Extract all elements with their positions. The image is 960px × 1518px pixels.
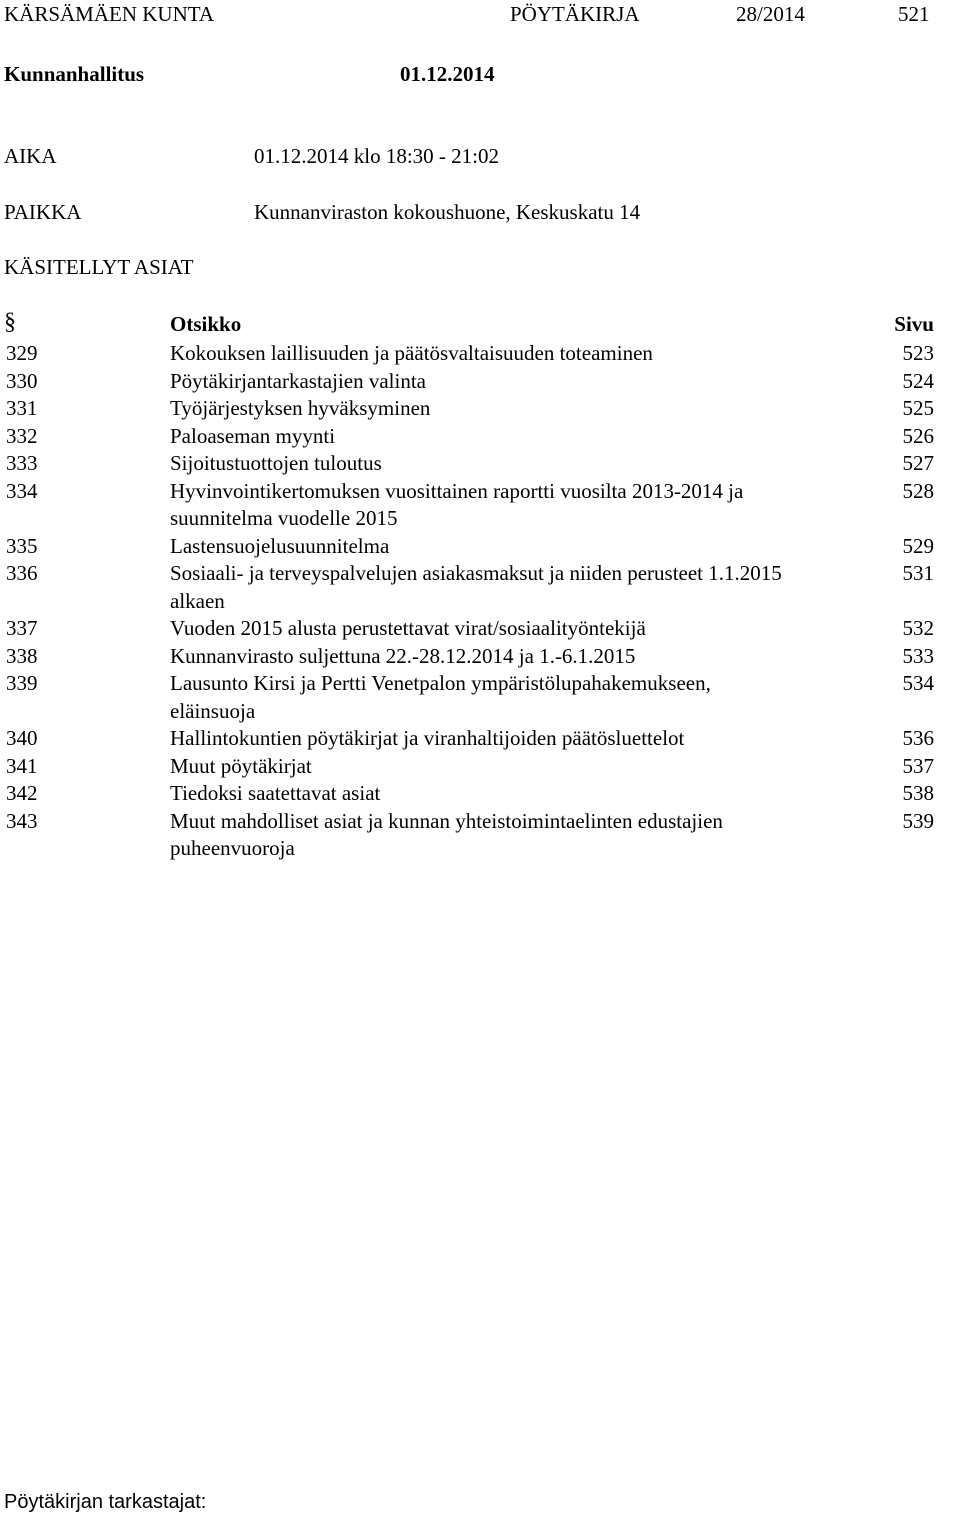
- agenda-item-number: 342: [6, 781, 38, 805]
- agenda-item-page: 534: [902, 671, 934, 695]
- agenda-item-title: Kunnanvirasto suljettuna 22.-28.12.2014 ja 1.-6.1.2015: [170, 643, 636, 668]
- agenda-items-list: [0, 340, 960, 863]
- agenda-item-title: Pöytäkirjantarkastajien valinta: [170, 368, 426, 393]
- agenda-item-title: Muut mahdolliset asiat ja kunnan yhteistoimintaelinten edustajien puheenvuoroja: [170, 808, 723, 860]
- agenda-item-number: 337: [6, 616, 38, 640]
- agenda-item-row: [0, 780, 960, 808]
- agenda-item-number: 330: [6, 368, 38, 393]
- agenda-item-page: 533: [902, 643, 934, 668]
- agenda-item-page: 525: [902, 396, 934, 420]
- agenda-item-title: Kokouksen laillisuuden ja päätösvaltaisuuden toteaminen: [170, 341, 653, 365]
- agenda-item-number: 339: [6, 671, 38, 695]
- agenda-item-page: 523: [902, 341, 934, 365]
- items-heading: KÄSITELLYT ASIAT: [4, 255, 194, 279]
- agenda-item-title: Muut pöytäkirjat: [170, 753, 312, 778]
- agenda-item-page: 524: [902, 368, 934, 393]
- agenda-item-number: 343: [6, 808, 38, 833]
- agenda-item-title: Lastensuojelusuunnitelma: [170, 533, 390, 558]
- agenda-item-number: 338: [6, 643, 38, 668]
- agenda-item-title: Lausunto Kirsi ja Pertti Venetpalon ympäristölupahakemukseen, eläinsuoja: [170, 671, 711, 723]
- agenda-item-number: 333: [6, 451, 38, 475]
- agenda-item-number: 340: [6, 726, 38, 750]
- agenda-item-number: 335: [6, 533, 38, 558]
- meeting-date: 01.12.2014: [400, 62, 495, 86]
- place-label: PAIKKA: [4, 200, 82, 224]
- column-header-page: Sivu: [894, 312, 934, 336]
- document-type: PÖYTÄKIRJA: [510, 2, 640, 26]
- agenda-item-row: [0, 368, 960, 396]
- agenda-item-row: [0, 395, 960, 423]
- place-value: Kunnanviraston kokoushuone, Keskuskatu 14: [254, 200, 641, 224]
- agenda-item-row: [0, 808, 960, 863]
- agenda-item-number: 329: [6, 341, 38, 365]
- agenda-item-row: [0, 478, 960, 533]
- agenda-item-row: [0, 560, 960, 615]
- agenda-item-page: 526: [902, 423, 934, 448]
- agenda-item-row: [0, 340, 960, 368]
- agenda-item-number: 332: [6, 423, 38, 448]
- agenda-item-row: [0, 753, 960, 781]
- column-header-title: Otsikko: [170, 312, 242, 336]
- time-label: AIKA: [4, 144, 57, 168]
- agenda-item-page: 539: [902, 808, 934, 833]
- agenda-item-row: [0, 423, 960, 451]
- agenda-item-title: Tiedoksi saatettavat asiat: [170, 781, 381, 805]
- governing-body: Kunnanhallitus: [4, 62, 145, 86]
- agenda-item-page: 536: [902, 726, 934, 750]
- agenda-item-title: Työjärjestyksen hyväksyminen: [170, 396, 431, 420]
- agenda-item-row: [0, 643, 960, 671]
- agenda-item-row: [0, 533, 960, 561]
- agenda-item-title: Sosiaali- ja terveyspalvelujen asiakasmaksut ja niiden perusteet 1.1.2015 alkaen: [170, 561, 782, 613]
- agenda-item-title: Sijoitustuottojen tuloutus: [170, 451, 382, 475]
- page-number: 521: [898, 2, 930, 26]
- agenda-item-number: 336: [6, 561, 38, 585]
- agenda-item-page: 537: [902, 753, 934, 778]
- agenda-item-number: 331: [6, 396, 38, 420]
- agenda-item-title: Vuoden 2015 alusta perustettavat virat/sosiaalityöntekijä: [170, 616, 646, 640]
- minutes-reviewers-label: Pöytäkirjan tarkastajat:: [4, 1491, 207, 1513]
- organization-name: KÄRSÄMÄEN KUNTA: [4, 2, 215, 26]
- agenda-item-number: 341: [6, 753, 38, 778]
- agenda-item-row: [0, 670, 960, 725]
- document-number: 28/2014: [736, 2, 805, 26]
- agenda-item-number: 334: [6, 478, 38, 503]
- agenda-item-row: [0, 615, 960, 643]
- agenda-item-page: 538: [902, 781, 934, 805]
- time-value: 01.12.2014 klo 18:30 - 21:02: [254, 144, 499, 168]
- section-sign-icon: §: [4, 309, 16, 335]
- agenda-item-page: 531: [902, 561, 934, 585]
- agenda-item-page: 529: [902, 533, 934, 558]
- agenda-item-title: Paloaseman myynti: [170, 423, 336, 448]
- agenda-item-page: 532: [902, 616, 934, 640]
- agenda-item-title: Hallintokuntien pöytäkirjat ja viranhaltijoiden päätösluettelot: [170, 726, 685, 750]
- agenda-item-row: [0, 450, 960, 478]
- agenda-item-page: 528: [902, 478, 934, 503]
- agenda-item-page: 527: [902, 451, 934, 475]
- agenda-item-row: [0, 725, 960, 753]
- agenda-item-title: Hyvinvointikertomuksen vuosittainen raportti vuosilta 2013-2014 ja suunnitelma vuodelle 2015: [170, 478, 744, 530]
